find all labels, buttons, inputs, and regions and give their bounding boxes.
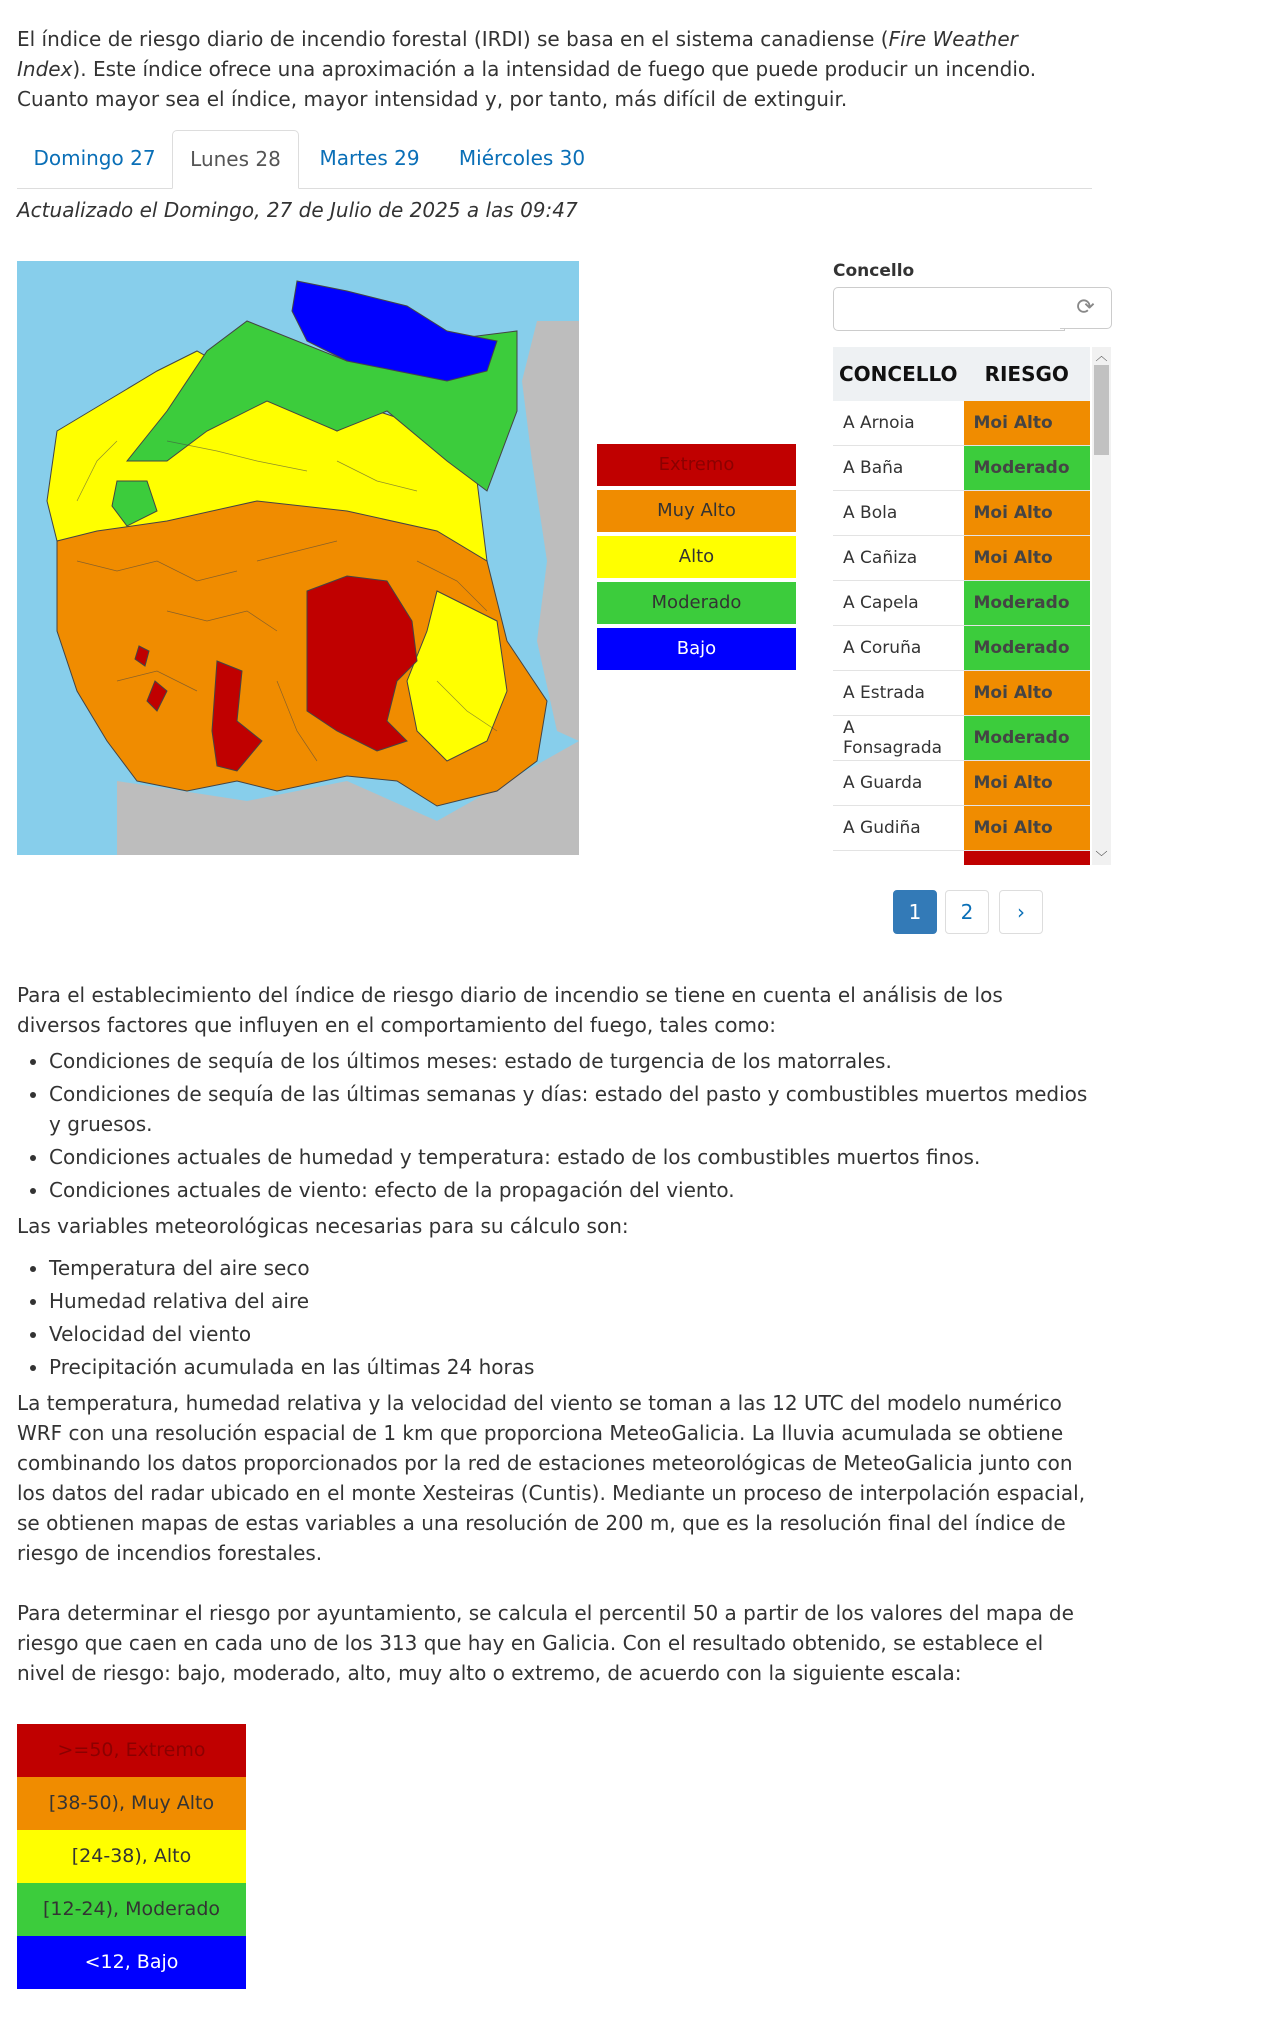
- risk-level: Moderado: [964, 446, 1091, 491]
- table-row: [833, 851, 1090, 866]
- scroll-up-icon[interactable]: ︿: [1095, 349, 1108, 363]
- scale-alto: [24-38), Alto: [17, 1830, 246, 1883]
- risk-level: Moi Alto: [964, 761, 1091, 806]
- refresh-icon: ⟳: [1076, 295, 1095, 320]
- concello-search-input[interactable]: [833, 287, 1065, 331]
- concello-risk-table: [833, 347, 1090, 865]
- tab-domingo-27[interactable]: Domingo 27: [33, 146, 156, 170]
- concello-name: A Guarda: [833, 761, 964, 806]
- concello-name: [833, 851, 964, 866]
- table-row: [833, 716, 1090, 761]
- risk-level: [964, 851, 1091, 866]
- risk-level: Moderado: [964, 716, 1091, 761]
- updated-timestamp: Actualizado el Domingo, 27 de Julio de 2025 a las 09:47: [17, 198, 578, 222]
- risk-level: Moi Alto: [964, 671, 1091, 716]
- scroll-down-icon[interactable]: ﹀: [1095, 850, 1108, 864]
- risk-scale-legend: [17, 1724, 246, 1989]
- page-2-button[interactable]: 2: [945, 890, 989, 934]
- concello-label: Concello: [833, 261, 915, 281]
- concello-name: A Gudiña: [833, 806, 964, 851]
- list-item: • Temperatura del aire seco: [49, 1253, 1092, 1283]
- table-row: [833, 401, 1090, 446]
- table-row: [833, 806, 1090, 851]
- scale-muy-alto: [38-50), Muy Alto: [17, 1777, 246, 1830]
- intro-text-2: ). Este índice ofrece una aproximación a la intensidad de fuego que puede producir un incendio. Cuanto mayor sea el índice, mayor intensidad y, por tanto, más difícil de extinguir.: [17, 57, 1037, 111]
- refresh-button[interactable]: [1060, 287, 1112, 329]
- tab-lunes-28[interactable]: Lunes 28: [172, 130, 299, 189]
- list-item: • Condiciones actuales de viento: efecto de la propagación del viento.: [49, 1175, 1092, 1205]
- risk-level: Moi Alto: [964, 536, 1091, 581]
- factors-list: [17, 1046, 1092, 1205]
- next-page-button[interactable]: ›: [999, 890, 1043, 934]
- concello-name: A Arnoia: [833, 401, 964, 446]
- table-row: [833, 626, 1090, 671]
- table-row: [833, 761, 1090, 806]
- legend-muy-alto: Muy Alto: [597, 490, 796, 532]
- risk-level: Moi Alto: [964, 491, 1091, 536]
- table-row: [833, 446, 1090, 491]
- concello-name: A Baña: [833, 446, 964, 491]
- list-item: • Condiciones actuales de humedad y temperatura: estado de los combustibles muertos finos.: [49, 1142, 1092, 1172]
- table-row: [833, 671, 1090, 716]
- legend-moderado: Moderado: [597, 582, 796, 624]
- paragraph-variables-intro: Las variables meteorológicas necesarias para su cálculo son:: [17, 1214, 629, 1238]
- methodology-section: [17, 980, 1092, 1688]
- list-item: • Condiciones de sequía de las últimas semanas y días: estado del pasto y combustibles muertos medios y gruesos.: [49, 1079, 1092, 1139]
- concello-name: A Bola: [833, 491, 964, 536]
- scrollbar-thumb[interactable]: [1094, 365, 1109, 455]
- scale-bajo: <12, Bajo: [17, 1936, 246, 1989]
- intro-emphasis: Fire Weather Index: [17, 27, 1018, 81]
- table-row: [833, 536, 1090, 581]
- concello-name: A Capela: [833, 581, 964, 626]
- risk-level: Moi Alto: [964, 401, 1091, 446]
- header-riesgo: RIESGO: [964, 347, 1091, 401]
- table-scrollbar[interactable]: [1092, 347, 1111, 865]
- risk-level: Moderado: [964, 581, 1091, 626]
- paragraph-percentile: Para determinar el riesgo por ayuntamiento, se calcula el percentil 50 a partir de los valores del mapa de riesgo que caen en cada uno de los 313 que hay en Galicia. Con el resultado obtenido, se establece el nivel de riesgo: bajo, moderado, alto, muy alto o extremo, de acuerdo con la siguiente escala:: [17, 1601, 1074, 1685]
- concello-table-wrapper[interactable]: [833, 347, 1090, 865]
- legend-extremo: Extremo: [597, 444, 796, 486]
- paragraph-data-sources: La temperatura, humedad relativa y la velocidad del viento se toman a las 12 UTC del modelo numérico WRF con una resolución espacial de 1 km que proporciona MeteoGalicia. La lluvia acumulada se obtiene combinando los datos proporcionados por la red de estaciones meteorológicas de MeteoGalicia junto con los datos del radar ubicado en el monte Xesteiras (Cuntis). Mediante un proceso de interpolación espacial, se obtienen mapas de estas variables a una resolución de 200 m, que es la resolución final del índice de riesgo de incendios forestales.: [17, 1391, 1086, 1565]
- list-item: • Condiciones de sequía de los últimos meses: estado de turgencia de los matorrales.: [49, 1046, 1092, 1076]
- paragraph-factors-intro: Para el establecimiento del índice de riesgo diario de incendio se tiene en cuenta el análisis de los diversos factores que influyen en el comportamiento del fuego, tales como:: [17, 983, 1003, 1037]
- concello-name: A Coruña: [833, 626, 964, 671]
- header-concello: CONCELLO: [833, 347, 964, 401]
- tab-miercoles-30[interactable]: Miércoles 30: [458, 146, 586, 170]
- list-item: • Velocidad del viento: [49, 1319, 1092, 1349]
- map-legend: [597, 444, 796, 674]
- concello-name: A Estrada: [833, 671, 964, 716]
- intro-paragraph: [17, 24, 1087, 114]
- list-item: • Precipitación acumulada en las últimas 24 horas: [49, 1352, 1092, 1382]
- scale-extremo: >=50, Extremo: [17, 1724, 246, 1777]
- day-tabs: [17, 130, 1092, 189]
- variables-list: [17, 1253, 1092, 1382]
- table-row: [833, 491, 1090, 536]
- table-row: [833, 581, 1090, 626]
- risk-level: Moderado: [964, 626, 1091, 671]
- intro-text-1: El índice de riesgo diario de incendio forestal (IRDI) se basa en el sistema canadiense (: [17, 27, 889, 51]
- risk-map: [17, 261, 579, 855]
- tab-martes-29[interactable]: Martes 29: [319, 146, 420, 170]
- page-1-button[interactable]: 1: [893, 890, 937, 934]
- concello-name: A Cañiza: [833, 536, 964, 581]
- legend-bajo: Bajo: [597, 628, 796, 670]
- scale-moderado: [12-24), Moderado: [17, 1883, 246, 1936]
- legend-alto: Alto: [597, 536, 796, 578]
- concello-name: A Fonsagrada: [833, 716, 964, 761]
- list-item: • Humedad relativa del aire: [49, 1286, 1092, 1316]
- risk-level: Moi Alto: [964, 806, 1091, 851]
